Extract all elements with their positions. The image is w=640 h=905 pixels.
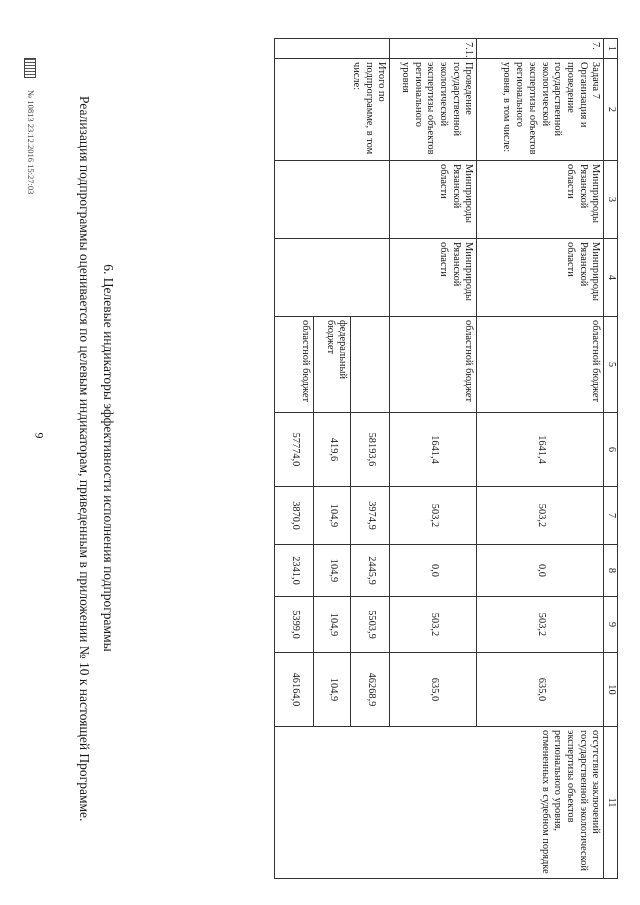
section-text: Реализация подпрограммы оценивается по целевым индикаторам, приведенным в приложении № 10 к настоящей Программе. [77, 96, 92, 822]
coexecutor [275, 239, 390, 317]
task-name: Проведение государственной экологической экспертизы объектов регионального уровня [390, 59, 477, 161]
amount-year: 2445,9 [351, 545, 390, 597]
barcode-icon [24, 58, 36, 78]
amount-year: 503,2 [390, 487, 477, 545]
row-number: 7. [477, 39, 604, 59]
amount-year: 104,9 [314, 545, 351, 597]
amount-year: 5399,0 [275, 597, 314, 653]
amount-year: 3870,0 [275, 487, 314, 545]
funding-source: областной бюджет [390, 317, 477, 413]
registration-number: № 10813 23.12.2016 15:27:03 [26, 90, 36, 195]
funding-source: областной бюджет [275, 317, 314, 413]
amount-year: 0,0 [390, 545, 477, 597]
task-name: Задача 7 Организация и проведение государственной экологической экспертизы объектов регионального уровня, в том числе: [477, 59, 604, 161]
section-title: 6. Целевые индикаторы эффективности исполнения подпрограммы [101, 264, 116, 652]
coexecutor: Минприроды Рязанской области [390, 239, 477, 317]
amount-year: 503,2 [390, 597, 477, 653]
amount-year: 46268,9 [351, 653, 390, 727]
amount-total: 419,6 [314, 413, 351, 487]
header-cell: 11 [604, 727, 618, 879]
table-header-row [604, 39, 618, 879]
budget-table [274, 38, 618, 879]
header-cell: 8 [604, 545, 618, 597]
amount-year: 503,2 [477, 487, 604, 545]
amount-year: 3974,9 [351, 487, 390, 545]
funding-source: областной бюджет [477, 317, 604, 413]
amount-year: 104,9 [314, 487, 351, 545]
header-cell: 5 [604, 317, 618, 413]
amount-total: 1641,4 [390, 413, 477, 487]
funding-source: федеральный бюджет [314, 317, 351, 413]
header-cell: 4 [604, 239, 618, 317]
header-cell: 3 [604, 161, 618, 239]
header-cell: 10 [604, 653, 618, 727]
page-number: 9 [32, 432, 47, 439]
amount-year: 104,9 [314, 653, 351, 727]
expected-result: отсутствие заключений государственной экологической экспертизы объектов регионального уровня, отмененных в судебном порядке [275, 727, 604, 879]
amount-total: 1641,4 [477, 413, 604, 487]
executor: Минприроды Рязанской области [477, 161, 604, 239]
header-cell: 6 [604, 413, 618, 487]
rotated-page-content [24, 28, 624, 878]
amount-year: 635,0 [477, 653, 604, 727]
coexecutor: Минприроды Рязанской области [477, 239, 604, 317]
row-number: 7.1. [390, 39, 477, 59]
amount-year: 0,0 [477, 545, 604, 597]
table-row [477, 39, 604, 879]
header-cell: 9 [604, 597, 618, 653]
row-number [275, 39, 390, 59]
executor [275, 161, 390, 239]
totals-label: Итого по подпрограмме, в том числе: [275, 59, 390, 161]
executor: Минприроды Рязанской области [390, 161, 477, 239]
header-cell: 2 [604, 59, 618, 161]
amount-year: 46164,0 [275, 653, 314, 727]
amount-year: 104,9 [314, 597, 351, 653]
amount-year: 503,2 [477, 597, 604, 653]
amount-total: 58193,6 [351, 413, 390, 487]
header-cell: 1 [604, 39, 618, 59]
amount-year: 2341,0 [275, 545, 314, 597]
amount-year: 5503,9 [351, 597, 390, 653]
amount-total: 57774,0 [275, 413, 314, 487]
header-cell: 7 [604, 487, 618, 545]
registration-stamp [24, 58, 36, 418]
amount-year: 635,0 [390, 653, 477, 727]
funding-source [351, 317, 390, 413]
